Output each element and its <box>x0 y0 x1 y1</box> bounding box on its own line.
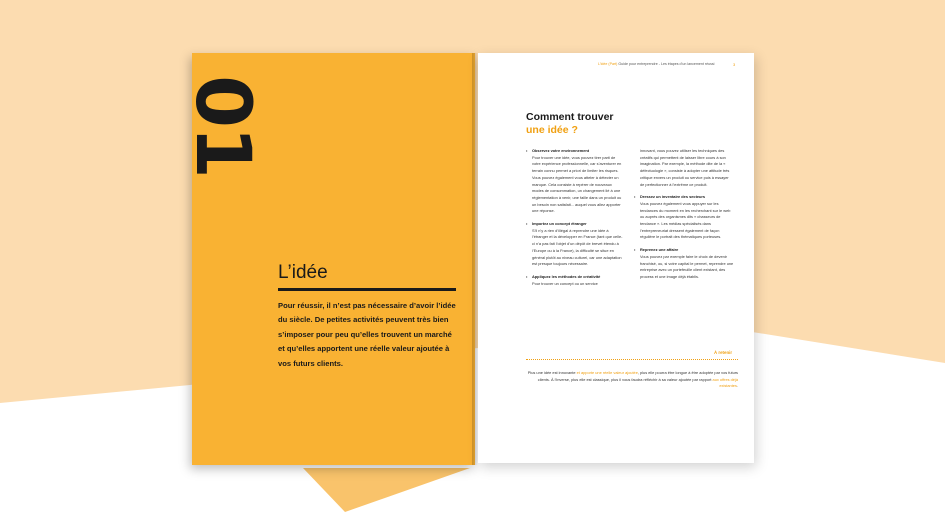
list-item <box>532 221 624 268</box>
list-item-text: Pour trouver une idée, vous pouvez tirer parti de votre expérience professionnelle, car s’aventurer en terrain connu permet a priori de limiter les risques. Vous pouvez également vous atteler à détecter un manque. Cela consiste à repérer de nouveaux modes de consommation, un changement lié à une réglementation à venir, une faille dans un produit ou un besoin non satisfait... auquel vous allez apporter une réponse. <box>532 154 622 214</box>
note-text: , plus elle pourra être longue à être adoptée par vos futurs clients. À l’inverse, plus elle est classique, plus il vous faudra réfléchir à sa valeur ajoutée par rapport <box>537 370 738 382</box>
list-item-text: S’il n’y a rien d’illégal à reprendre une idée à l’étranger et la développer en France (tant que celle-ci n’a pas fait l’objet d’un dépôt de brevet étendu à l’Europe ou à la France), la difficulté se situe en général plutôt au niveau culturel, car une adaptation est presque toujours nécessaire. <box>532 227 623 267</box>
list-item <box>640 247 734 281</box>
key-takeaway-note <box>526 370 738 390</box>
section-heading-line2: une idée ? <box>526 124 578 136</box>
chapter-lead: Pour réussir, il n’est pas nécessaire d’avoir l’idée du siècle. De petites activités peuvent très bien s’imposer pour peu qu’elles trouvent un marché et qu’elles apportent une réelle valeur ajoutée à vos futurs clients. <box>278 301 456 368</box>
list-item <box>640 148 734 188</box>
running-head-part: L’idée (Part) <box>598 62 618 66</box>
list-item-text: Vous pouvez par exemple faire le choix de devenir franchisé, ou, si votre capital le permet, reprendre une entreprise avec un portefeuille client existant, des process et une image déjà établis. <box>640 253 734 279</box>
list-item-text: Vous pouvez également vous appuyer sur les tendances du moment en les recherchant sur le web ou auprès des organismes dits « chasseurs de tendance ». Les médias spécialisés dans l’entrepreneuriat dressent également de façon régulière le portrait des thématiques porteuses. <box>640 200 731 240</box>
chapter-number-box <box>178 58 280 177</box>
text-column-1 <box>532 148 624 293</box>
chapter-title: L’idée <box>278 262 328 283</box>
section-heading-line1: Comment trouver <box>526 111 614 123</box>
spine-shadow <box>472 53 482 465</box>
text-column-2 <box>640 148 734 287</box>
list-item-text: Pour trouver un concept ou un service <box>532 280 598 286</box>
note-text: Plus une idée est innovante <box>527 370 577 375</box>
note-highlight: aux offres déjà existantes <box>712 376 738 389</box>
dotted-divider <box>526 359 738 360</box>
list-item <box>532 274 624 287</box>
list-item <box>532 148 624 215</box>
title-rule <box>278 288 456 291</box>
note-text: . <box>736 383 738 389</box>
key-takeaway-label: À retenir <box>714 350 733 355</box>
running-head <box>598 62 714 66</box>
list-item-title: • Appliquez les méthodes de créativité <box>532 274 624 281</box>
list-item <box>640 194 734 241</box>
running-head-title: Guide pour entreprendre - Les étapes d’un lancement réussi <box>618 62 715 66</box>
list-item-text: innovant, vous pouvez utiliser les techniques des créatifs qui permettent de laisser libre cours à son imagination. Par exemple, la méthode dite de la « défectuologie », consiste à adopter une attitude très critique envers un produit ou service puis à essayer de perfectionner à l’extrême ce produit. <box>640 148 730 187</box>
page-number: 3 <box>733 62 736 67</box>
list-item-title: • Reprenez une affaire <box>640 247 734 254</box>
chapter-number: 01 <box>178 75 268 177</box>
list-item-title: • Dressez un inventaire des secteurs <box>640 194 734 201</box>
list-item-title: • Importez un concept étranger <box>532 221 624 228</box>
list-item-title: • Observez votre environnement <box>532 148 624 155</box>
note-highlight: et apporte une réelle valeur ajoutée <box>576 370 638 375</box>
